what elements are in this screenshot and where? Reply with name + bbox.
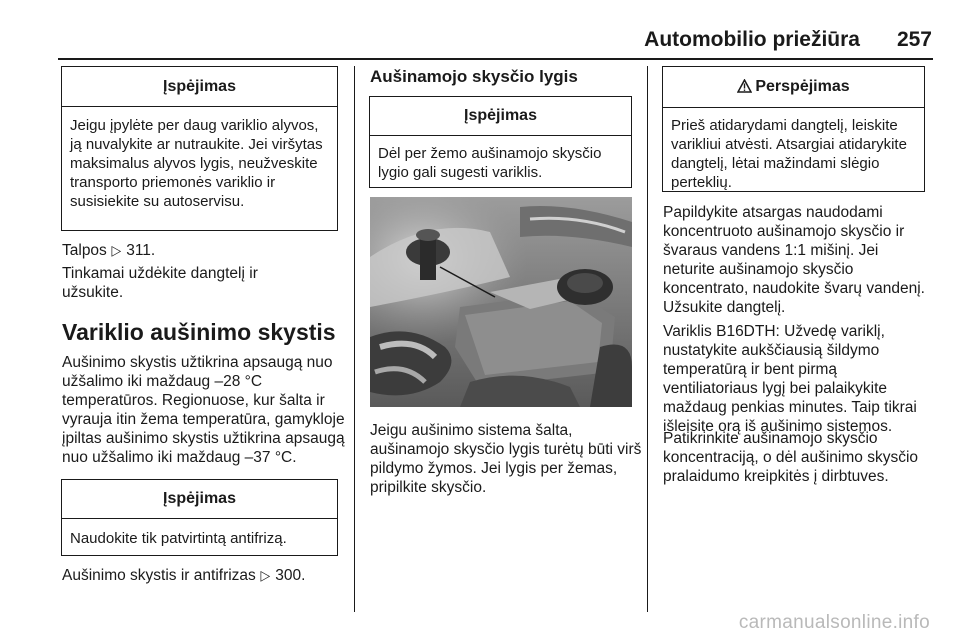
paragraph-b16dth: Variklis B16DTH: Užvedę variklį, nustatykite aukščiausią šildymo temperatūrą ir bent pirmą ventiliatoriaus lygį bei palaikykite maždaug penkias minutes. Taip tikrai išleisite orą iš aušinimo sistemos. (663, 323, 917, 435)
image-caption: Jeigu aušinimo sistema šalta, aušinamojo skysčio lygis turėtų būti virš pildymo žymos. Jei lygis per žemas, pripilkite skysčio. (370, 422, 642, 496)
section-heading: Variklio aušinimo skystis (62, 319, 336, 345)
paragraph-concentration: Patikrinkite aušinamojo skysčio koncentraciją, o dėl aušinimo skysčio pralaidumo kreipkitės į dirbtuves. (663, 430, 919, 485)
subsection-heading: Aušinamojo skysčio lygis (370, 67, 578, 86)
engine-bay-photo (370, 197, 632, 407)
paragraph-topping-up: Papildykite atsargas naudodami koncentruoto aušinamojo skysčio ir švaraus vandens 1:1 mišinį. Jei neturite aušinamojo skysčio koncentrato, naudokite švarų vandenį. Užsukite dangtelį. (663, 204, 925, 316)
warning-box-title: Įspėjimas (62, 67, 337, 107)
caution-box-header (663, 67, 924, 108)
paragraph-coolant-protection: Aušinimo skystis užtikrina apsaugą nuo užšalimo iki maždaug –28 °C temperatūros. Regionuose, kur šalta ir vyrauja itin žema temperatūra, gamykloje įpiltas aušinimo skystis užtikrina apsaugą nuo užšalimo iki maždaug –37 °C. (62, 354, 345, 466)
column-divider-2 (647, 66, 648, 612)
paragraph-antifreeze-ref (62, 566, 352, 585)
page-reference[interactable]: 300. (275, 567, 306, 584)
warning-box-title: Įspėjimas (370, 97, 631, 136)
caution-box-title: Perspėjimas (755, 78, 850, 95)
warning-box-text: Naudokite tik patvirtintą antifrizą. (70, 530, 287, 547)
warning-box-text: Jeigu įpylėte per daug variklio alyvos, ją nuvalykite ar nutraukite. Jei viršytas maksimalus alyvos lygis, neužveskite transporto priemonės variklio ir susisiekite su autoservisu. (70, 117, 323, 210)
warning-box-title: Įspėjimas (62, 480, 337, 519)
page-reference-icon[interactable]: ▷ (111, 242, 122, 258)
caution-box-text: Prieš atidarydami dangtelį, leiskite varikliui atvėsti. Atsargiai atidarykite dangtelį, lėtai mažindami slėgio perteklių. (671, 117, 907, 191)
paragraph-text: Aušinimo skystis ir antifrizas (62, 567, 256, 584)
header-rule (58, 58, 933, 60)
warning-box-antifreeze (61, 479, 338, 556)
warning-box-oil (61, 66, 338, 231)
caution-box (662, 66, 925, 192)
page-reference[interactable]: 311. (126, 242, 156, 259)
paragraph-capacities (62, 241, 342, 260)
column-divider-1 (354, 66, 355, 612)
watermark: carmanualsonline.info (738, 612, 930, 633)
page-section-title: Automobilio priežiūra (644, 28, 860, 51)
warning-box-text: Dėl per žemo aušinamojo skysčio lygio gali sugesti variklis. (378, 145, 602, 181)
paragraph-text: Talpos (62, 242, 107, 259)
page-number: 257 (896, 28, 932, 51)
page-reference-icon[interactable]: ▷ (260, 567, 271, 583)
warning-triangle-icon (737, 69, 752, 109)
paragraph-cap-fit: Tinkamai uždėkite dangtelį ir užsukite. (62, 265, 258, 301)
warning-box-coolant-level (369, 96, 632, 188)
